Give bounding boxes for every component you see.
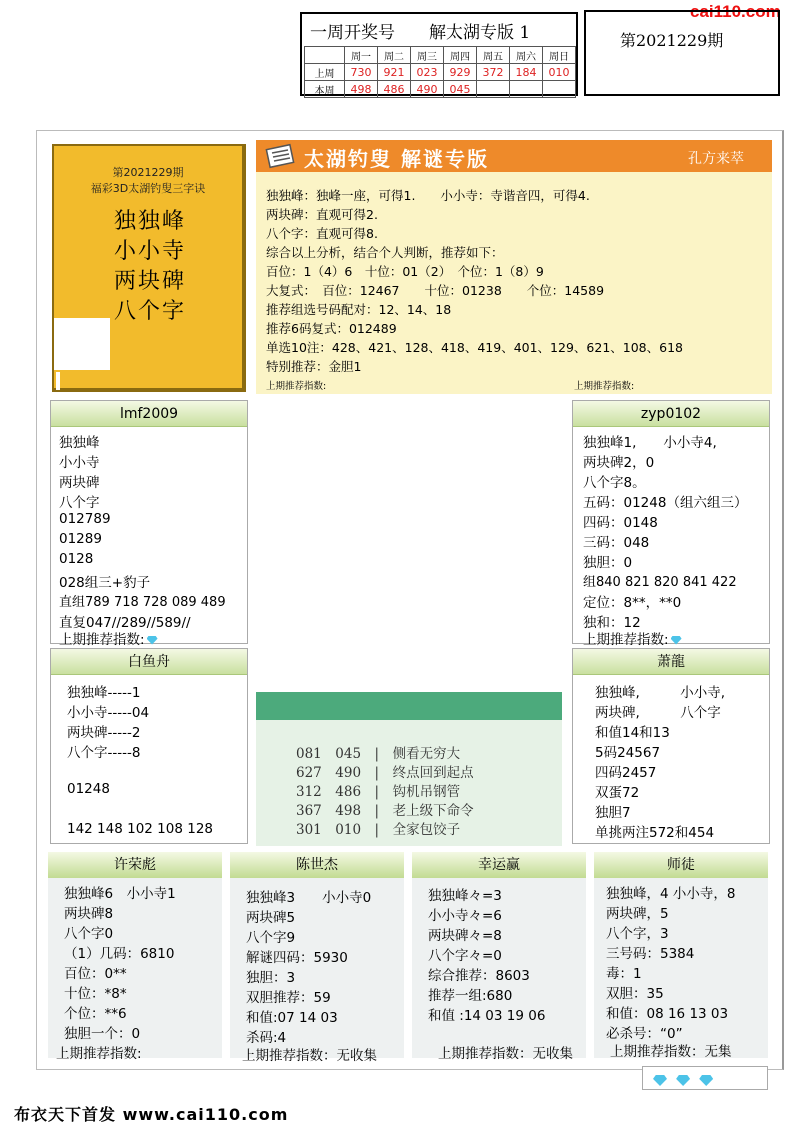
tip-line: 独胆：0: [583, 555, 633, 571]
poem-numbers: 367 498: [296, 803, 362, 819]
tip-line: 双蛋72: [595, 785, 640, 801]
day-label: 周一: [345, 47, 378, 64]
index-label: 上期推荐指数：无收集: [438, 1046, 573, 1062]
riddle-word: 八个字: [114, 299, 187, 324]
tip-line: 八个字0: [64, 926, 114, 942]
tip-line: 八个字: [59, 495, 100, 511]
expert-name: 白鱼舟: [51, 649, 247, 675]
index-label: 上期推荐指数:: [266, 381, 327, 392]
expert-name: zyp0102: [573, 401, 769, 427]
index-label: 上期推荐指数:: [56, 1046, 142, 1062]
draw-number: 045: [444, 81, 477, 98]
tip-line: 两块碑: [59, 475, 100, 491]
analysis-line: 综合以上分析，结合个人判断，推荐如下：: [266, 245, 504, 260]
tip-line: 小小寺々=6: [428, 908, 502, 924]
day-label: 周四: [444, 47, 477, 64]
table-row: [305, 81, 576, 98]
tip-line: 小小寺: [59, 455, 100, 471]
expert-box-baiyuzhou: [50, 648, 248, 844]
tip-line: 个位：**6: [64, 1006, 127, 1022]
card-strip: [56, 372, 60, 390]
analysis-line: 八个字：直观可得8.: [266, 226, 378, 241]
tip-line: 独独峰，4 小小寺，8: [606, 886, 736, 902]
issue-number: 第2021229期: [620, 31, 724, 50]
index-row: [583, 628, 682, 648]
tip-line: 四码：0148: [583, 515, 658, 531]
poem-text: 全家包饺子: [392, 822, 461, 838]
tip-line: （1）几码：6810: [64, 946, 175, 962]
page-title: 一周开奖号 解太湖专版 1: [310, 23, 531, 43]
analysis-line: 独独峰：独峰一座，可得1. 小小寺：寺谐音四，可得4.: [266, 188, 590, 203]
tip-line: 独独峰6 小小寺1: [64, 886, 176, 902]
poem-numbers: 627 490: [296, 765, 362, 781]
tip-line: 两块碑，5: [606, 906, 669, 922]
tip-line: 十位：*8*: [64, 986, 127, 1002]
footer-credit[interactable]: 布衣天下首发 www.cai110.com: [14, 1105, 289, 1124]
tip-line: 两块碑, 八个字: [595, 705, 721, 721]
tip-line: 百位：0**: [64, 966, 127, 982]
expert-box-lmf2009: [50, 400, 248, 648]
expert-box-xiaolong: [572, 648, 770, 844]
draw-number: [510, 81, 543, 98]
tip-line: 解谜四码：5930: [246, 950, 348, 966]
tip-line: 双胆：35: [606, 986, 664, 1002]
expert-name: 陈世杰: [230, 852, 404, 878]
riddle-word: 独独峰: [114, 209, 187, 234]
tip-line: 012789: [59, 511, 111, 527]
tip-line: 两块碑2，0: [583, 455, 655, 471]
diamond-icon: [699, 1075, 713, 1086]
day-label: 周六: [510, 47, 543, 64]
card-cutout: [54, 318, 110, 370]
draw-number: 730: [345, 64, 378, 81]
day-label: 周日: [543, 47, 576, 64]
row-label: 本周: [305, 81, 345, 98]
corner-cell: [305, 47, 345, 64]
poem-numbers: 301 010: [296, 822, 362, 838]
poem-text: 侧看无穷大: [392, 746, 461, 762]
poem-text: 终点回到起点: [392, 765, 474, 781]
poem-line: 301 010 | 全家包饺子: [296, 822, 461, 838]
draw-number: 372: [477, 64, 510, 81]
draw-number: 486: [378, 81, 411, 98]
analysis-panel: [256, 172, 772, 394]
index-label: 上期推荐指数：无集: [610, 1044, 732, 1060]
week-header-row: [305, 47, 576, 64]
day-label: 周三: [411, 47, 444, 64]
tip-line: 综合推荐：8603: [428, 968, 530, 984]
draw-number: 023: [411, 64, 444, 81]
tip-line: 独独峰々=3: [428, 888, 502, 904]
scroll-icon: [264, 143, 298, 173]
draw-number: 921: [378, 64, 411, 81]
tip-line: 四码2457: [595, 765, 657, 781]
tip-line: 和值 :14 03 19 06: [428, 1008, 546, 1024]
tip-line: 定位：8**，**0: [583, 595, 682, 611]
table-row: [305, 64, 576, 81]
poem-text: 钩机吊钢管: [392, 784, 461, 800]
poem-line: 081 045 | 侧看无穷大: [296, 746, 461, 762]
analysis-line: 特别推荐：金胆1: [266, 359, 362, 374]
analysis-line: 推荐6码复式：012489: [266, 321, 397, 336]
tip-line: 八个字9: [246, 930, 296, 946]
tip-line: 独和：12: [583, 615, 641, 631]
tip-line: 独独峰, 小小寺,: [595, 685, 726, 701]
banner-author: 孔方来萃: [688, 151, 744, 167]
tip-line: 独独峰-----1: [67, 685, 141, 701]
tip-line: 01289: [59, 531, 102, 547]
poem-line: 312 486 | 钩机吊钢管: [296, 784, 461, 800]
poem-line: 367 498 | 老上级下命令: [296, 803, 474, 819]
index-label: 上期推荐指数:: [583, 632, 669, 648]
expert-name: 幸运赢: [412, 852, 586, 878]
tip-line: 组840 821 820 841 422: [583, 575, 737, 590]
diamond-icon: [147, 636, 158, 645]
tip-line: 小小寺-----04: [67, 705, 150, 721]
analysis-line: 大复式： 百位：12467 十位：01238 个位：14589: [266, 283, 605, 298]
tip-line: 01248: [67, 781, 110, 797]
poem-header-bar: [256, 692, 562, 720]
expert-box-xurongbiao: [48, 852, 222, 1062]
tip-line: 两块碑-----2: [67, 725, 141, 741]
tip-line: 独独峰: [59, 435, 100, 451]
tip-line: 推荐一组:680: [428, 988, 513, 1004]
expert-name: 许荣彪: [48, 852, 222, 878]
expert-name: lmf2009: [51, 401, 247, 427]
card-subtitle: 福彩3D太湖钓叟三字诀: [90, 182, 206, 195]
week-grid: [304, 46, 576, 98]
draw-number: 010: [543, 64, 576, 81]
tip-line: 五码：01248（组六组三）: [583, 495, 748, 511]
tip-line: 两块碑々=8: [428, 928, 502, 944]
poem-panel: [256, 720, 562, 846]
day-label: 周五: [477, 47, 510, 64]
tip-line: 杀码:4: [246, 1030, 287, 1046]
draw-number: 184: [510, 64, 543, 81]
tip-line: 和值：08 16 13 03: [606, 1006, 729, 1022]
expert-box-shitu: [594, 852, 768, 1058]
banner: [256, 140, 772, 172]
analysis-line: 两块碑：直观可得2.: [266, 207, 378, 222]
draw-number: [543, 81, 576, 98]
expert-name: 萧龍: [573, 649, 769, 675]
tip-line: 5码24567: [595, 745, 661, 761]
tip-line: 单挑两注572和454: [595, 825, 715, 841]
tip-line: 和值14和13: [595, 725, 670, 741]
card-issue: 第2021229期: [112, 166, 184, 179]
index-label: 上期推荐指数：无收集: [242, 1048, 377, 1064]
tip-line: 两块碑5: [246, 910, 296, 926]
tip-line: 0128: [59, 551, 94, 567]
tip-line: 必杀号：“0”: [606, 1026, 683, 1042]
draw-number: 490: [411, 81, 444, 98]
riddle-card: [52, 144, 246, 392]
issue-box: [584, 10, 780, 96]
tip-line: 八个字，3: [606, 926, 669, 942]
tip-line: 八个字8。: [583, 475, 646, 491]
weekly-draw-table: [300, 12, 578, 96]
tip-line: 八个字-----8: [67, 745, 141, 761]
analysis-line: 推荐组选号码配对：12、14、18: [266, 302, 452, 317]
draw-number: 498: [345, 81, 378, 98]
tip-line: 独胆一个：0: [64, 1026, 141, 1042]
poem-line: 627 490 | 终点回到起点: [296, 765, 474, 781]
draw-number: [477, 81, 510, 98]
tip-line: 142 148 102 108 128: [67, 821, 214, 837]
draw-number: 929: [444, 64, 477, 81]
banner-title: 太湖钓叟 解谜专版: [304, 147, 489, 171]
expert-box-xingyunying: [412, 852, 586, 1062]
tip-line: 独独峰3 小小寺0: [246, 890, 372, 906]
tip-line: 028组三+豹子: [59, 575, 151, 591]
analysis-line: 单选10注：428、421、128、418、419、401、129、621、108、618: [266, 340, 683, 355]
poem-numbers: 081 045: [296, 746, 362, 762]
riddle-word: 小小寺: [114, 239, 187, 264]
tip-line: 两块碑8: [64, 906, 114, 922]
diamond-icon: [653, 1075, 667, 1086]
index-label: 上期推荐指数:: [59, 632, 145, 648]
tip-line: 独独峰1, 小小寺4,: [583, 435, 717, 451]
expert-name: 师徒: [594, 852, 768, 878]
tip-line: 三码：048: [583, 535, 650, 551]
tip-line: 独胆7: [595, 805, 631, 821]
tip-line: 直复047//289//589//: [59, 615, 191, 631]
tip-line: 八个字々=0: [428, 948, 502, 964]
tip-line: 独胆：3: [246, 970, 296, 986]
poem-text: 老上级下命令: [392, 803, 474, 819]
index-label: 上期推荐指数:: [574, 381, 635, 392]
analysis-line: 百位：1（4）6 十位：01（2） 个位：1（8）9: [266, 264, 544, 279]
diamond-icon: [671, 636, 682, 645]
diamond-icon: [676, 1075, 690, 1086]
riddle-word: 两块碑: [114, 269, 187, 294]
poem-numbers: 312 486: [296, 784, 362, 800]
tip-line: 双胆推荐：59: [246, 990, 331, 1006]
rating-gems: [642, 1066, 768, 1090]
site-logo[interactable]: cai110.com: [690, 2, 781, 21]
index-row: [59, 628, 158, 648]
expert-box-chenshijie: [230, 852, 404, 1064]
day-label: 周二: [378, 47, 411, 64]
tip-line: 三号码：5384: [606, 946, 695, 962]
expert-box-zyp0102: [572, 400, 770, 648]
tip-line: 直组789 718 728 089 489: [59, 595, 226, 610]
tip-line: 毒：1: [606, 966, 642, 982]
tip-line: 和值:07 14 03: [246, 1010, 338, 1026]
row-label: 上周: [305, 64, 345, 81]
